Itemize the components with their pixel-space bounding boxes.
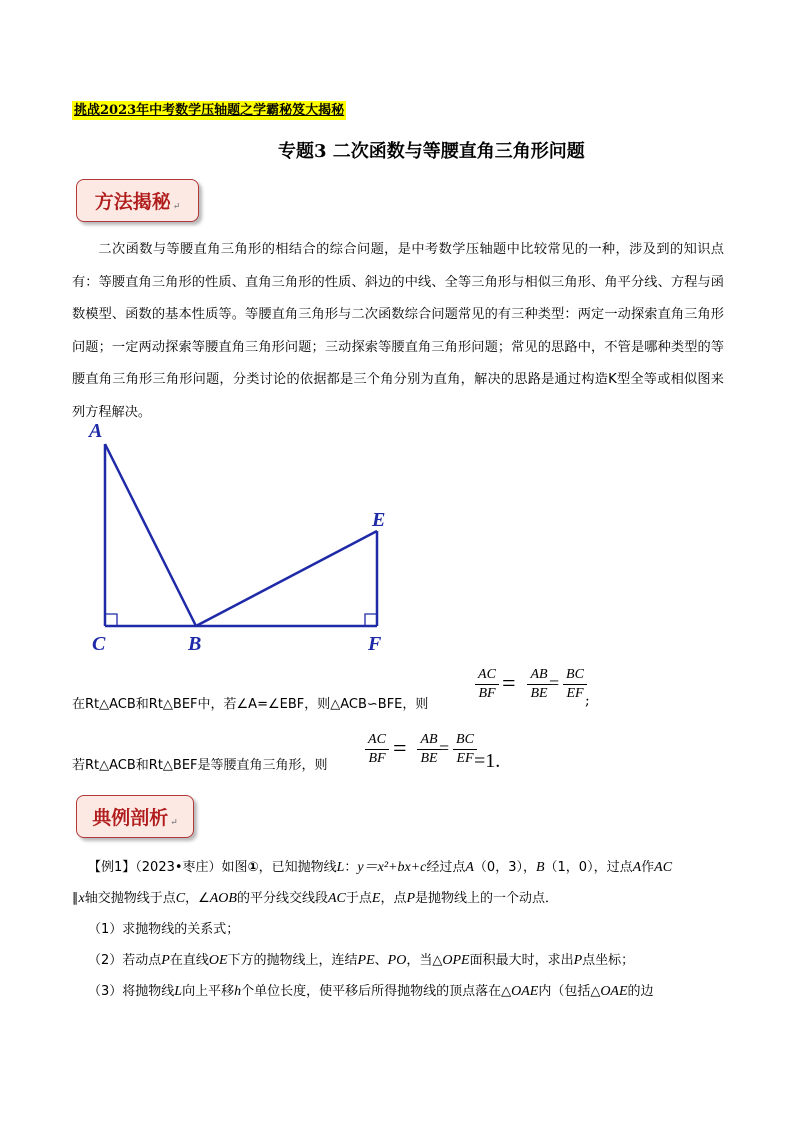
denominator: BF — [478, 686, 496, 701]
equals-sign: = — [393, 736, 407, 762]
semicolon: ; — [585, 693, 590, 709]
section-examples-label: 典例剖析 — [92, 807, 169, 829]
denominator: BE — [530, 686, 548, 701]
fraction-AB-BE-2 — [417, 731, 441, 768]
denominator: EF — [456, 751, 474, 766]
figure-ref: ① — [247, 860, 259, 875]
section-examples-box — [76, 795, 194, 838]
equals-sign: = — [549, 673, 560, 693]
right-angle-mark-C — [105, 614, 117, 626]
paragraph-mark-icon: ↵ — [170, 818, 178, 828]
paragraph-mark-icon: ↵ — [172, 202, 181, 212]
numerator: BC — [456, 732, 474, 747]
example-1 — [72, 852, 728, 1007]
intro-paragraph: 二次函数与等腰直角三角形的相结合的综合问题，是中考数学压轴题中比较常见的一种，涉及到的知识点有：等腰直角三角形的性质、直角三角形的性质、斜边的中线、全等三角形与相似三角形、角平分线、方程与函数模型、函数的基本性质等。等腰直角三角形与二次函数综合问题常见的有三种类型：两定一动探索直角三角形问题；一定两动探索等腰直角三角形问题；三动探索等腰直角三角形问题；常见的思路中，不管是哪种类型的等腰直角三角形三角形问题，分类讨论的依据都是三个角分别为直角，解决的思路是通过构造K型全等或相似图来列方程解决。 — [72, 242, 724, 420]
section-method-box — [76, 179, 199, 222]
equals-sign: = — [439, 738, 450, 758]
page-title: 专题3 二次函数与等腰直角三角形问题 — [278, 141, 585, 162]
label-B: B — [188, 633, 202, 655]
parabola-equation: ＝x²+bx+c — [363, 860, 427, 875]
fraction-AC-BF-1 — [475, 666, 499, 703]
example-line-1: 【例1】（2023•枣庄）如图①，已知抛物线L：y＝x²+bx+c经过点A（0，3），B（1，0），过点A作AC — [88, 860, 673, 875]
numerator: AB — [530, 667, 548, 682]
numerator: AC — [478, 667, 496, 682]
example-source: （2023•枣庄）如图 — [135, 860, 248, 875]
example-line-2: ∥x轴交抛物线于点C，∠AOB的平分线交线段AC于点E，点P是抛物线上的一个动点． — [72, 891, 559, 906]
equals-one: =1. — [474, 750, 501, 772]
label-F: F — [368, 633, 382, 655]
numerator: AC — [368, 732, 386, 747]
question-3: （3）将抛物线L向上平移h个单位长度，使平移后所得抛物线的顶点落在△OAE内（包括△OAE的边 — [88, 984, 654, 999]
similarity-statement: 在Rt△ACB和Rt△BEF中，若∠A=∠EBF，则△ACB∽BFE，则 — [72, 697, 429, 712]
fraction-BC-EF-1 — [563, 666, 587, 703]
isosceles-statement: 若Rt△ACB和Rt△BEF是等腰直角三角形，则 — [72, 758, 328, 773]
series-banner: 挑战2023年中考数学压轴题之学霸秘笈大揭秘 — [74, 103, 345, 118]
fraction-AC-BF-2 — [365, 731, 389, 768]
segment-BE — [196, 531, 377, 626]
segment-AB — [105, 444, 196, 626]
right-angle-mark-F — [365, 614, 377, 626]
denominator: BE — [420, 751, 438, 766]
example-tag: 【例1】 — [88, 860, 136, 875]
question-1: （1）求抛物线的关系式； — [88, 922, 240, 937]
fraction-AB-BE-1 — [527, 666, 551, 703]
denominator: EF — [566, 686, 584, 701]
equals-sign: = — [502, 671, 516, 697]
numerator: AB — [420, 732, 438, 747]
label-C: C — [92, 633, 106, 655]
label-A: A — [89, 420, 103, 442]
denominator: BF — [368, 751, 386, 766]
diagram-lines — [105, 444, 377, 626]
label-E: E — [372, 509, 386, 531]
section-method-label: 方法揭秘 — [94, 191, 171, 213]
numerator: BC — [566, 667, 584, 682]
question-2: （2）若动点P在直线OE下方的抛物线上，连结PE、PO，当△OPE面积最大时，求出P点坐标； — [88, 953, 635, 968]
k-shape-diagram — [86, 420, 406, 660]
